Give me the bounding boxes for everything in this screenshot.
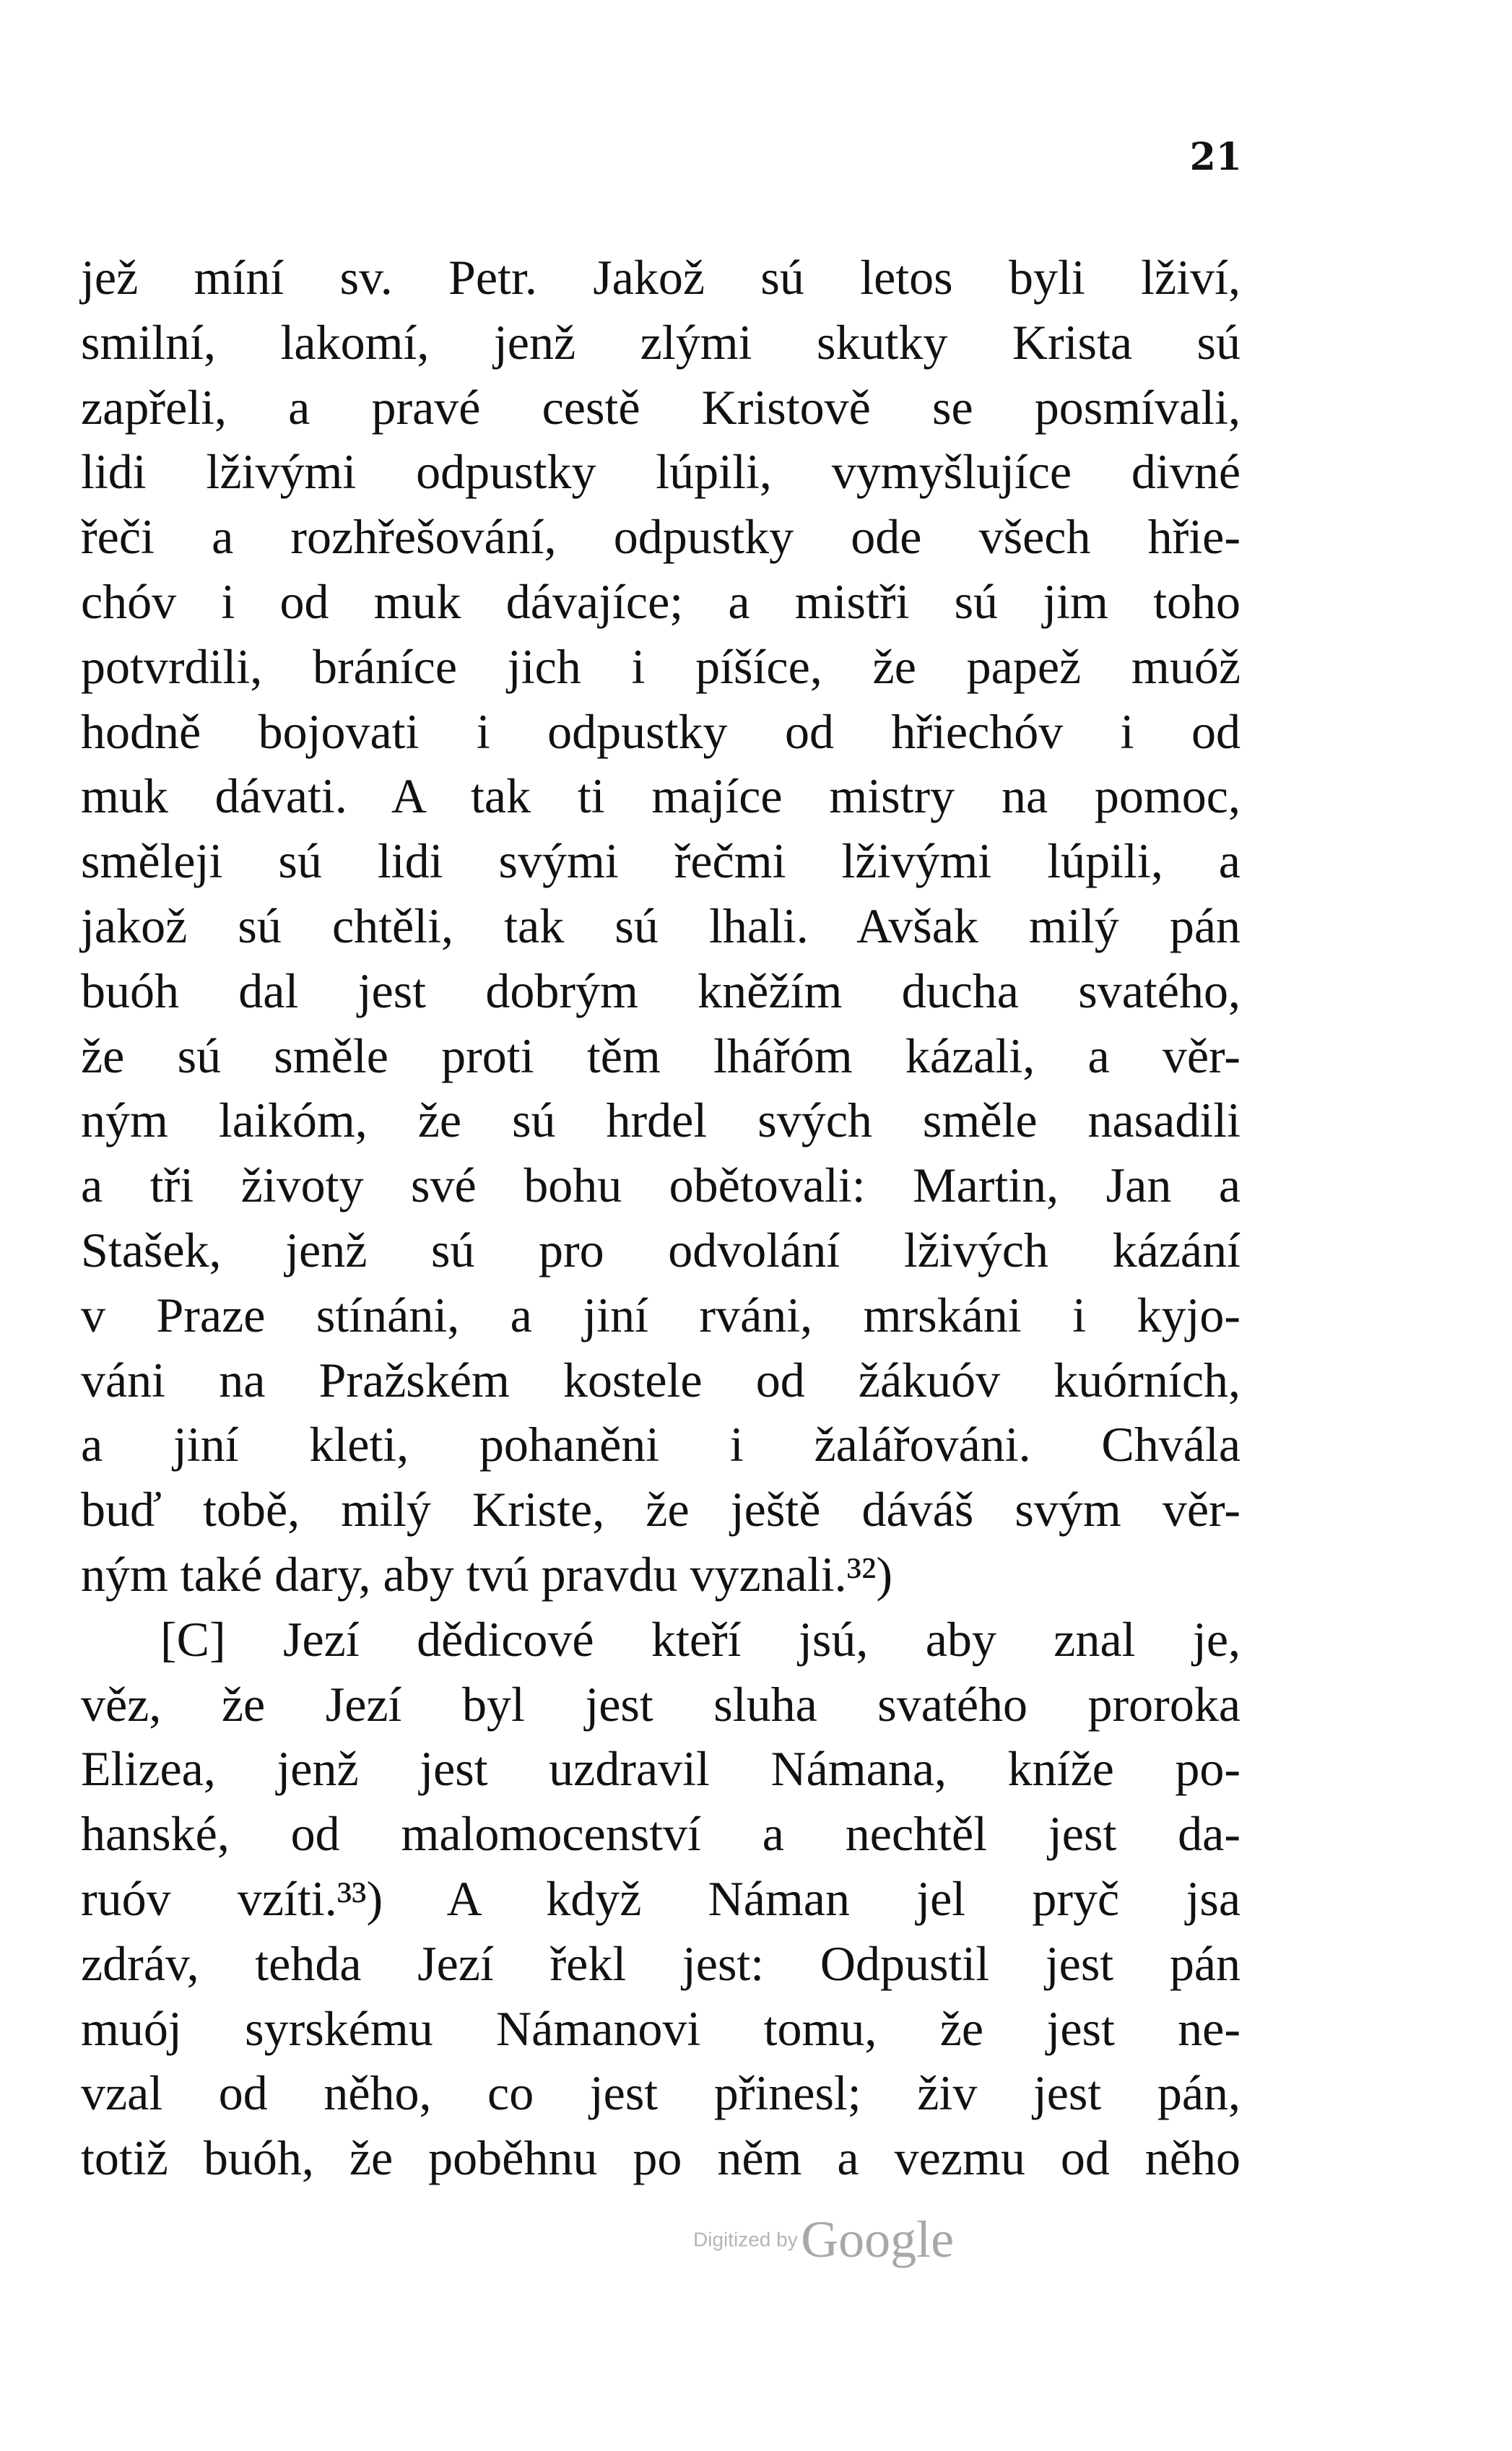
text-line: v Praze stínáni, a jiní rváni, mrskáni i kyjo- [81, 1287, 1241, 1342]
page-number: 21 [1189, 135, 1242, 179]
text-line: vzal od něho, co jest přinesl; živ jest pán, [81, 2065, 1241, 2121]
text-line: muój syrskému Námanovi tomu, že jest ne- [81, 2000, 1241, 2056]
text-line: že sú směle proti těm lhářóm kázali, a věr- [81, 1028, 1241, 1083]
text-line: [C] Jezí dědicové kteří jsú, aby znal je, [160, 1611, 1241, 1667]
digitization-watermark [693, 2210, 954, 2270]
text-line: ným laikóm, že sú hrdel svých směle nasadili [81, 1093, 1241, 1148]
google-logo: Google [801, 2211, 955, 2268]
text-line: Elizea, jenž jest uzdravil Námana, kníže po- [81, 1741, 1241, 1797]
text-line: totiž buóh, že poběhnu po něm a vezmu od něho [81, 2130, 1241, 2186]
text-line: potvrdili, bráníce jich i píšíce, že papež muóž [81, 638, 1241, 694]
text-line: jež míní sv. Petr. Jakož sú letos byli lživí, [81, 250, 1241, 305]
text-line: věz, že Jezí byl jest sluha svatého proroka [81, 1676, 1241, 1732]
body-text [81, 246, 1241, 2191]
text-line: ným také dary, aby tvú pravdu vyznali.³²) [81, 1546, 893, 1602]
text-line: zapřeli, a pravé cestě Kristově se posmívali, [81, 379, 1241, 435]
text-line: směleji sú lidi svými řečmi lživými lúpili, a [81, 833, 1241, 889]
text-line: hanské, od malomocenství a nechtěl jest da- [81, 1806, 1241, 1862]
text-line: a tři životy své bohu obětovali: Martin, Jan a [81, 1158, 1241, 1213]
text-line: zdráv, tehda Jezí řekl jest: Odpustil jest pán [81, 1935, 1241, 1991]
text-line: jakož sú chtěli, tak sú lhali. Avšak milý pán [81, 898, 1241, 953]
text-line: a jiní kleti, pohaněni i žalářováni. Chvála [81, 1417, 1241, 1472]
text-line: Stašek, jenž sú pro odvolání lživých kázání [81, 1222, 1241, 1277]
text-line: hodně bojovati i odpustky od hřiechóv i od [81, 703, 1241, 759]
text-line: smilní, lakomí, jenž zlými skutky Krista sú [81, 314, 1241, 370]
text-line: buóh dal jest dobrým kněžím ducha svatého, [81, 963, 1241, 1018]
text-line: buď tobě, milý Kriste, že ještě dáváš svým věr- [81, 1482, 1241, 1537]
text-line: váni na Pražském kostele od žákuóv kuórních, [81, 1352, 1241, 1407]
text-line: chóv i od muk dávajíce; a mistři sú jim toho [81, 573, 1241, 629]
text-line: ruóv vzíti.³³) A když Náman jel pryč jsa [81, 1870, 1241, 1926]
digitized-by-label: Digitized by [693, 2228, 798, 2251]
text-line: lidi lživými odpustky lúpili, vymyšlujíce divné [81, 444, 1241, 500]
text-line: muk dávati. A tak ti majíce mistry na pomoc, [81, 768, 1241, 824]
text-line: řeči a rozhřešování, odpustky ode všech hřie- [81, 509, 1241, 565]
